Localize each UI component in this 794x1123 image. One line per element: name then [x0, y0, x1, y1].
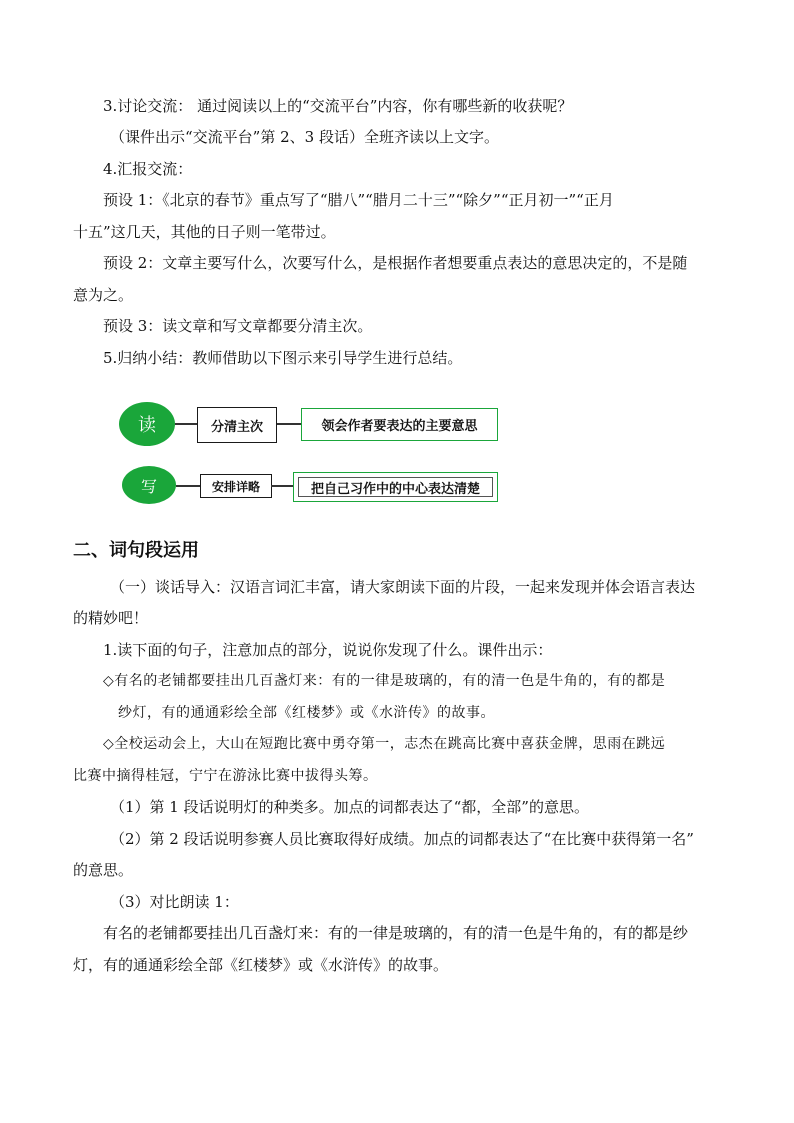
paragraph-preset2-line2: 意为之。 [73, 286, 134, 304]
connector-line [175, 423, 197, 425]
connector-line [277, 423, 301, 425]
paragraph-discussion: 3.讨论交流： 通过阅读以上的“交流平台”内容，你有哪些新的收获呢？ [103, 97, 573, 115]
write-circle: 写 [122, 466, 176, 504]
quote2-line2: 比赛中摘得桂冠，宁宁在游泳比赛中拔得头筹。 [73, 768, 378, 784]
paragraph-intro-line1: （一）谈话导入：汉语言词汇丰富，请大家朗读下面的片段，一起来发现并体会语言表达 [110, 578, 696, 596]
paragraph-compare: （3）对比朗读 1： [110, 893, 239, 911]
quote1-line1: ◇有名的老铺都要挂出几百盏灯来：有的一律是玻璃的，有的清一色是牛角的，有的都是 [103, 673, 666, 689]
read-result-text: 领会作者要表达的主要意思 [306, 412, 493, 437]
quote2-line1: ◇全校运动会上，大山在短跑比赛中勇夺第一，志杰在跳高比赛中喜获金牌，思雨在跳远 [103, 736, 666, 752]
write-result-text: 把自己习作中的中心表达清楚 [298, 477, 493, 497]
read-circle: 读 [119, 402, 175, 446]
connector-line [176, 485, 200, 487]
read-result-box [301, 408, 498, 441]
paragraph-preset1-line2: 十五”这几天，其他的日子则一笔带过。 [73, 223, 336, 241]
paragraph-summary: 5.归纳小结：教师借助以下图示来引导学生进行总结。 [103, 349, 463, 367]
paragraph-preset3: 预设 3：读文章和写文章都要分清主次。 [103, 317, 373, 335]
read-box: 分清主次 [197, 407, 277, 443]
paragraph-courseware: （课件出示“交流平台”第 2、3 段话）全班齐读以上文字。 [110, 128, 499, 146]
paragraph-instruction: 1.读下面的句子，注意加点的部分，说说你发现了什么。课件出示： [103, 641, 553, 659]
write-box: 安排详略 [200, 474, 272, 498]
paragraph-preset2-line1: 预设 2：文章主要写什么，次要写什么，是根据作者想要重点表达的意思决定的，不是随 [103, 254, 688, 272]
section-heading: 二、词句段运用 [73, 540, 199, 561]
paragraph-reading-line2: 灯，有的通通彩绘全部《红楼梦》或《水浒传》的故事。 [73, 956, 449, 974]
paragraph-preset1-line1: 预设 1：《北京的春节》重点写了“腊八”“腊月二十三”“除夕”“正月初一”“正月 [103, 191, 614, 209]
write-result-box [293, 472, 498, 502]
paragraph-reading-line1: 有名的老铺都要挂出几百盏灯来：有的一律是玻璃的，有的清一色是牛角的，有的都是纱 [103, 924, 689, 942]
paragraph-analysis2-line2: 的意思。 [73, 861, 134, 879]
quote1-line2: 纱灯，有的通通彩绘全部《红楼梦》或《水浒传》的故事。 [118, 705, 495, 721]
paragraph-intro-line2: 的精妙吧！ [73, 609, 149, 627]
paragraph-analysis2-line1: （2）第 2 段话说明参赛人员比赛取得好成绩。加点的词都表达了“在比赛中获得第一名” [110, 830, 694, 848]
paragraph-report: 4.汇报交流： [103, 160, 193, 178]
paragraph-analysis1: （1）第 1 段话说明灯的种类多。加点的词都表达了“都，全部”的意思。 [110, 798, 589, 816]
connector-line [271, 485, 293, 487]
